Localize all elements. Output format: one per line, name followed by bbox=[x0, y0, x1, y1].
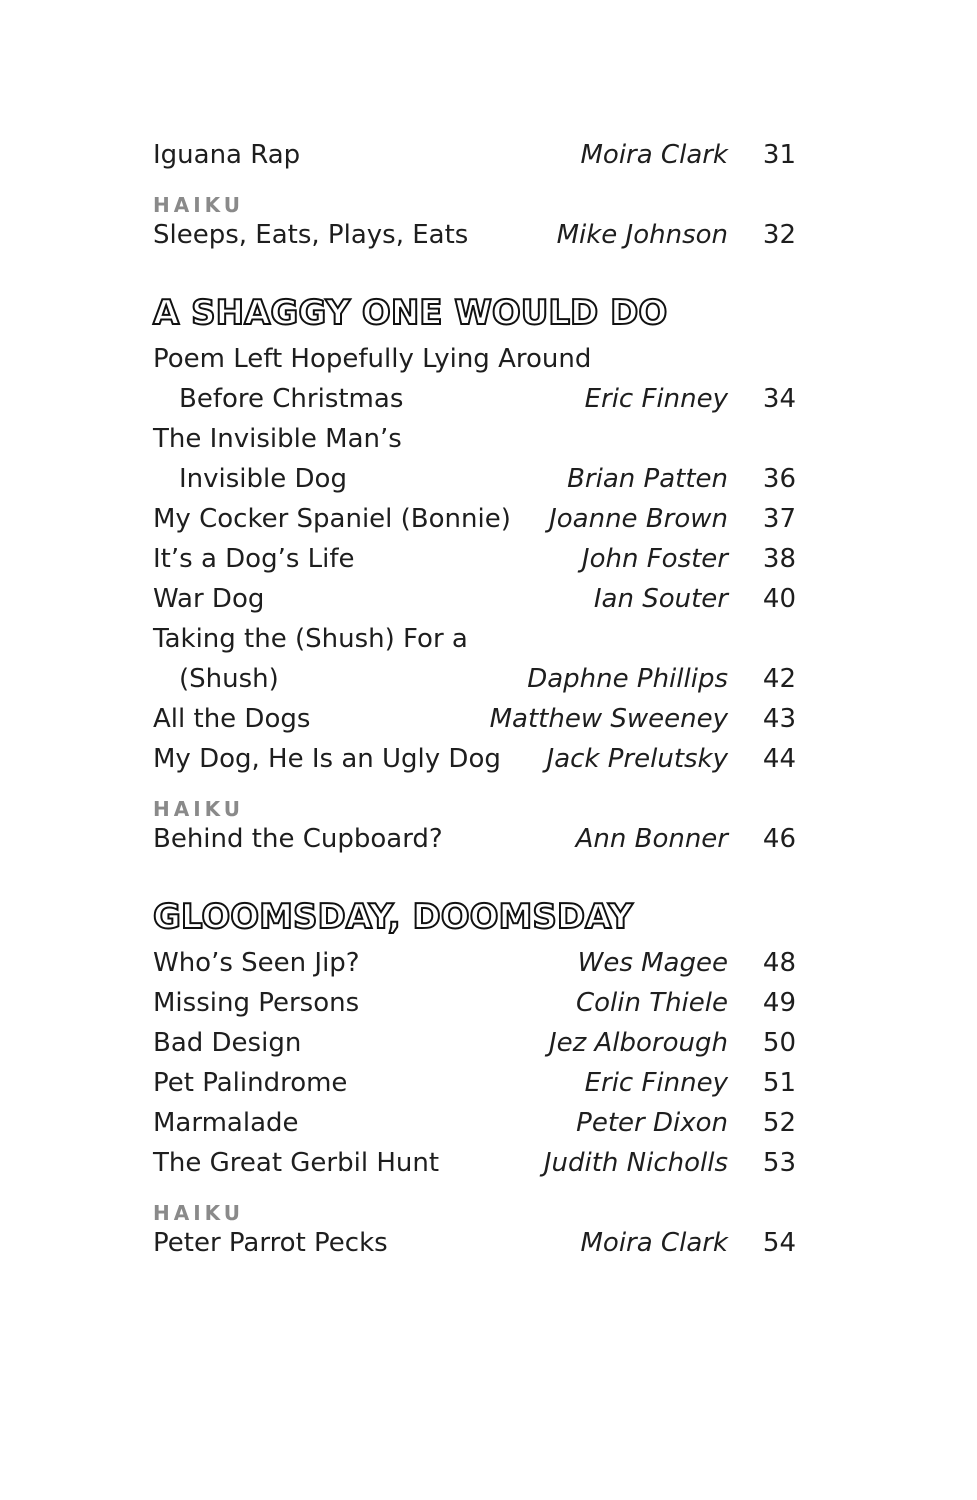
entry-page: 52 bbox=[762, 1108, 796, 1138]
entry-page: 46 bbox=[762, 824, 796, 854]
section-heading: A SHAGGY ONE WOULD DO bbox=[153, 293, 668, 333]
haiku-label: HAIKU bbox=[153, 797, 245, 821]
entry-author: Jack Prelutsky bbox=[546, 744, 728, 774]
toc-entry bbox=[153, 699, 796, 739]
toc-entry bbox=[153, 943, 796, 983]
toc-entry-continuation bbox=[153, 459, 796, 499]
toc-entry bbox=[153, 1063, 796, 1103]
toc-entry bbox=[153, 579, 796, 619]
toc-entry bbox=[153, 1223, 796, 1263]
toc-entry bbox=[153, 739, 796, 779]
entry-author: Brian Patten bbox=[567, 464, 728, 494]
toc-entry bbox=[153, 339, 796, 379]
toc-entry bbox=[153, 215, 796, 255]
entry-title: Poem Left Hopefully Lying Around bbox=[153, 344, 592, 374]
entry-author: Ann Bonner bbox=[575, 824, 728, 854]
toc-entry bbox=[153, 819, 796, 859]
toc-entry bbox=[153, 619, 796, 659]
entry-title: Behind the Cupboard? bbox=[153, 824, 443, 854]
entry-author: Jez Alborough bbox=[548, 1028, 728, 1058]
entry-page: 32 bbox=[762, 220, 796, 250]
entry-title: Sleeps, Eats, Plays, Eats bbox=[153, 220, 469, 250]
toc-entry bbox=[153, 1103, 796, 1143]
toc-entry bbox=[153, 499, 796, 539]
entry-page: 49 bbox=[762, 988, 796, 1018]
entry-title-continuation: (Shush) bbox=[179, 664, 279, 694]
entry-page: 51 bbox=[762, 1068, 796, 1098]
entry-author: Mike Johnson bbox=[556, 220, 728, 250]
toc-entry bbox=[153, 419, 796, 459]
toc-entry bbox=[153, 1023, 796, 1063]
entry-title: My Dog, He Is an Ugly Dog bbox=[153, 744, 501, 774]
entry-title-continuation: Invisible Dog bbox=[179, 464, 347, 494]
entry-title: Missing Persons bbox=[153, 988, 360, 1018]
entry-author: Joanne Brown bbox=[549, 504, 728, 534]
entry-title-continuation: Before Christmas bbox=[179, 384, 404, 414]
entry-title: All the Dogs bbox=[153, 704, 311, 734]
toc-entry bbox=[153, 539, 796, 579]
entry-author: Matthew Sweeney bbox=[489, 704, 728, 734]
entry-page: 54 bbox=[762, 1228, 796, 1258]
entry-title: Iguana Rap bbox=[153, 140, 301, 170]
entry-title: The Invisible Man’s bbox=[153, 424, 402, 454]
entry-author: Moira Clark bbox=[580, 1228, 728, 1258]
haiku-label: HAIKU bbox=[153, 193, 245, 217]
entry-title: Who’s Seen Jip? bbox=[153, 948, 360, 978]
entry-author: John Foster bbox=[581, 544, 728, 574]
entry-page: 37 bbox=[762, 504, 796, 534]
toc-entry bbox=[153, 983, 796, 1023]
entry-page: 36 bbox=[762, 464, 796, 494]
entry-author: Moira Clark bbox=[580, 140, 728, 170]
entry-title: The Great Gerbil Hunt bbox=[153, 1148, 440, 1178]
entry-title: Taking the (Shush) For a bbox=[153, 624, 468, 654]
entry-title: Pet Palindrome bbox=[153, 1068, 348, 1098]
section-heading: GLOOMSDAY, DOOMSDAY bbox=[153, 897, 633, 937]
entry-title: It’s a Dog’s Life bbox=[153, 544, 355, 574]
entry-page: 48 bbox=[762, 948, 796, 978]
entry-page: 31 bbox=[762, 140, 796, 170]
entry-page: 44 bbox=[762, 744, 796, 774]
entry-title: My Cocker Spaniel (Bonnie) bbox=[153, 504, 511, 534]
entry-title: Marmalade bbox=[153, 1108, 299, 1138]
entry-author: Wes Magee bbox=[577, 948, 728, 978]
entry-author: Daphne Phillips bbox=[527, 664, 728, 694]
entry-author: Colin Thiele bbox=[575, 988, 728, 1018]
entry-page: 40 bbox=[762, 584, 796, 614]
entry-author: Ian Souter bbox=[593, 584, 728, 614]
entry-page: 42 bbox=[762, 664, 796, 694]
entry-page: 50 bbox=[762, 1028, 796, 1058]
entry-page: 43 bbox=[762, 704, 796, 734]
toc-entry-continuation bbox=[153, 379, 796, 419]
toc-entry bbox=[153, 135, 796, 175]
toc-entry-continuation bbox=[153, 659, 796, 699]
haiku-label: HAIKU bbox=[153, 1201, 245, 1225]
entry-author: Eric Finney bbox=[584, 384, 728, 414]
entry-title: War Dog bbox=[153, 584, 265, 614]
entry-author: Peter Dixon bbox=[576, 1108, 728, 1138]
entry-page: 34 bbox=[762, 384, 796, 414]
table-of-contents bbox=[153, 135, 796, 1263]
entry-page: 53 bbox=[762, 1148, 796, 1178]
entry-author: Judith Nicholls bbox=[543, 1148, 728, 1178]
entry-title: Bad Design bbox=[153, 1028, 302, 1058]
entry-author: Eric Finney bbox=[584, 1068, 728, 1098]
toc-entry bbox=[153, 1143, 796, 1183]
entry-title: Peter Parrot Pecks bbox=[153, 1228, 388, 1258]
entry-page: 38 bbox=[762, 544, 796, 574]
